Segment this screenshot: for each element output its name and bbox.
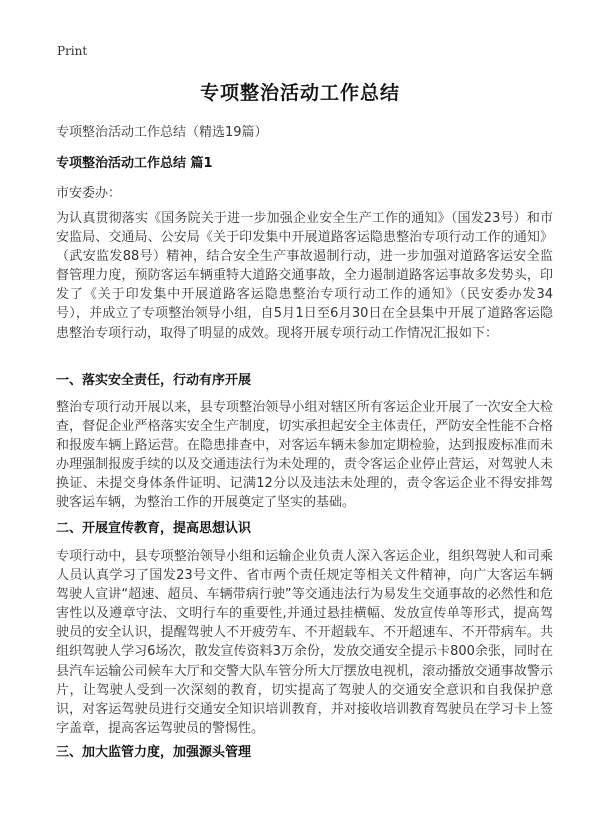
heading-2: 二、开展宣传教育，提高思想认识	[56, 521, 252, 536]
intro-paragraph: 为认真贯彻落实《国务院关于进一步加强企业安全生产工作的通知》（国发23号）和市安监局、交通局、公安局《关于印发集中开展道路客运隐患整治专项行动工作的通知》（武安监发88号）精神，结合安全生产事故遏制行动，进一步加强对道路客运安全监督管理力度，预防客运车辆重特大道路交通事故，全力遏制道路客运事故多发势头，印发了《关于印发集中开展道路客运隐患整治专项行动工作的通知》（民安委办发34号），并成立了专项整治领导小组，自5月1日至6月30日在全县集中开展了道路客运隐患整治专项行动，取得了明显的成效。现将开展专项行动工作情况汇报如下：	[56, 211, 553, 341]
print-link[interactable]: Print	[57, 44, 88, 58]
document-subtitle: 专项整治活动工作总结（精选19篇）	[56, 125, 268, 140]
salutation: 市安委办：	[56, 186, 122, 201]
section-title: 专项整治活动工作总结 篇1	[56, 156, 213, 171]
heading-1: 一、落实安全责任，行动有序开展	[56, 373, 252, 388]
paragraph-2: 专项行动中，县专项整治领导小组和运输企业负责人深入客运企业，组织驾驶人和司乘人员认真学习了国发23号文件、省市两个责任规定等相关文件精神，向广大客运车辆驾驶人宣讲“超速、超员、车辆带病行驶”等交通违法行为易发生交通事故的必然性和危害性以及遵章守法、文明行车的重要性,并通过悬挂横幅、发放宣传单等形式，提高驾驶员的安全认识，提醒驾驶人不开疲劳车、不开超载车、不开超速车、不开带病车。共组织驾驶人学习6场次，散发宣传资料3万余份，发放交通安全提示卡800余张，同时在县汽车运输公司候车大厅和交警大队车管分所大厅摆放电视机，滚动播放交通事故警示片，让驾驶人受到一次深刻的教育，切实提高了驾驶人的交通安全意识和自我保护意识，对客运驾驶员进行交通安全知识培训教育，并对接收培训教育驾驶员在学习卡上签字盖章，提高客运驾驶员的警惕性。	[56, 549, 553, 736]
page-title: 专项整治活动工作总结	[199, 82, 400, 104]
paragraph-1: 整治专项行动开展以来，县专项整治领导小组对辖区所有客运企业开展了一次安全大检查，督促企业严格落实安全生产制度，切实承担起安全主体责任，严防安全性能不合格和报废车辆上路运营。在隐患排查中，对客运车辆未参加定期检验，达到报废标准而未办理强制报废手续的以及交通违法行为未处理的，责令客运企业停止营运，对驾驶人未换证、未提交身体条件证明、记满12分以及违法未处理的，责令客运企业不得安排驾驶客运车辆，为整治工作的开展奠定了坚实的基础。	[56, 400, 553, 511]
heading-3: 三、加大监管力度，加强源头管理	[56, 745, 252, 760]
